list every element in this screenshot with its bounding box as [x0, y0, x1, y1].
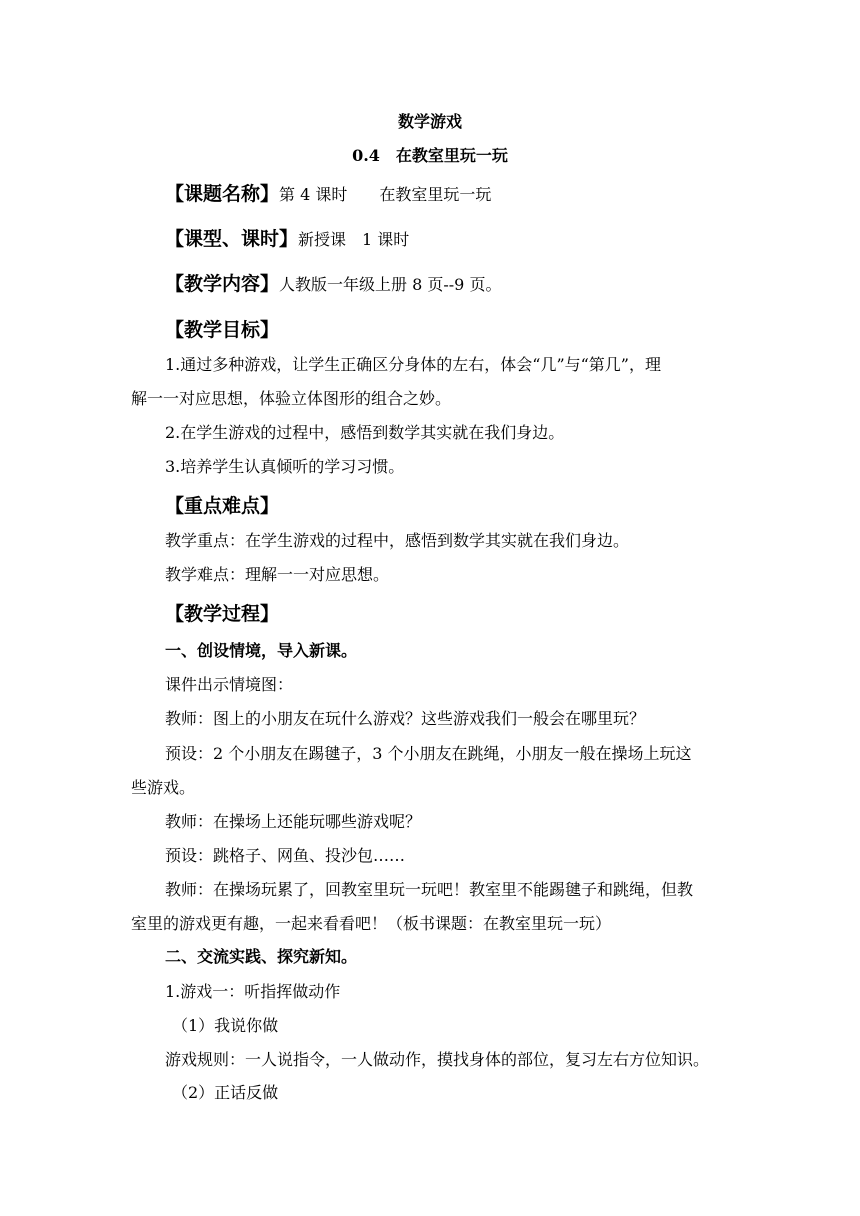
lesson-title: 0.4 在教室里玩一玩	[352, 146, 508, 165]
step-2-line-3: 游戏规则：一人说指令，一人做动作，摸找身体的部位，复习左右方位知识。	[165, 1050, 710, 1069]
goals-label: 【教学目标】	[165, 319, 280, 341]
difficulty: 教学难点：理解一一对应思想。	[165, 565, 390, 584]
content-value: 人教版一年级上册 8 页--9 页。	[279, 275, 502, 294]
step-2-line-1: 1.游戏一：听指挥做动作	[165, 982, 341, 1001]
process-label: 【教学过程】	[165, 603, 280, 625]
key-points-label: 【重点难点】	[165, 495, 280, 517]
lesson-name-value: 第 4 课时 在教室里玩一玩	[279, 185, 492, 204]
step-1-line-5: 预设：跳格子、网鱼、投沙包……	[165, 846, 406, 865]
step-1-line-1: 课件出示情境图：	[165, 675, 294, 694]
subject-heading: 数学游戏	[397, 112, 462, 131]
key-point: 教学重点：在学生游戏的过程中，感悟到数学其实就在我们身边。	[165, 531, 630, 550]
step-2-heading: 二、交流实践、探究新知。	[165, 947, 358, 966]
content-label: 【教学内容】	[165, 273, 280, 295]
lesson-type-value: 新授课 1 课时	[298, 230, 410, 249]
content-row	[165, 274, 765, 295]
step-1-line-3a: 预设：2 个小朋友在踢毽子，3 个小朋友在跳绳，小朋友一般在操场上玩这	[165, 744, 692, 763]
lesson-type-label: 【课型、课时】	[165, 228, 299, 250]
goal-3: 3.培养学生认真倾听的学习习惯。	[165, 457, 405, 476]
step-1-line-6a: 教师：在操场玩累了，回教室里玩一玩吧！教室里不能踢毽子和跳绳，但教	[165, 880, 694, 899]
goal-1-line-b: 解一一对应思想，体验立体图形的组合之妙。	[131, 389, 452, 408]
step-1-line-3b: 些游戏。	[131, 778, 196, 797]
lesson-name-label: 【课题名称】	[165, 183, 280, 205]
goal-2: 2.在学生游戏的过程中，感悟到数学其实就在我们身边。	[165, 423, 565, 442]
step-1-line-6b: 室里的游戏更有趣，一起来看看吧！（板书课题：在教室里玩一玩）	[131, 914, 612, 933]
step-1-line-2: 教师：图上的小朋友在玩什么游戏？这些游戏我们一般会在哪里玩？	[165, 709, 646, 728]
goal-1-line-a: 1.通过多种游戏，让学生正确区分身体的左右，体会“几”与“第几”，理	[165, 355, 661, 374]
step-1-line-4: 教师：在操场上还能玩哪些游戏呢？	[165, 812, 422, 831]
step-2-line-2: （1）我说你做	[172, 1016, 279, 1035]
step-2-line-4: （2）正话反做	[172, 1083, 279, 1102]
lesson-type-row	[165, 229, 765, 250]
step-1-heading: 一、创设情境，导入新课。	[165, 641, 358, 660]
lesson-name-row	[165, 184, 765, 205]
